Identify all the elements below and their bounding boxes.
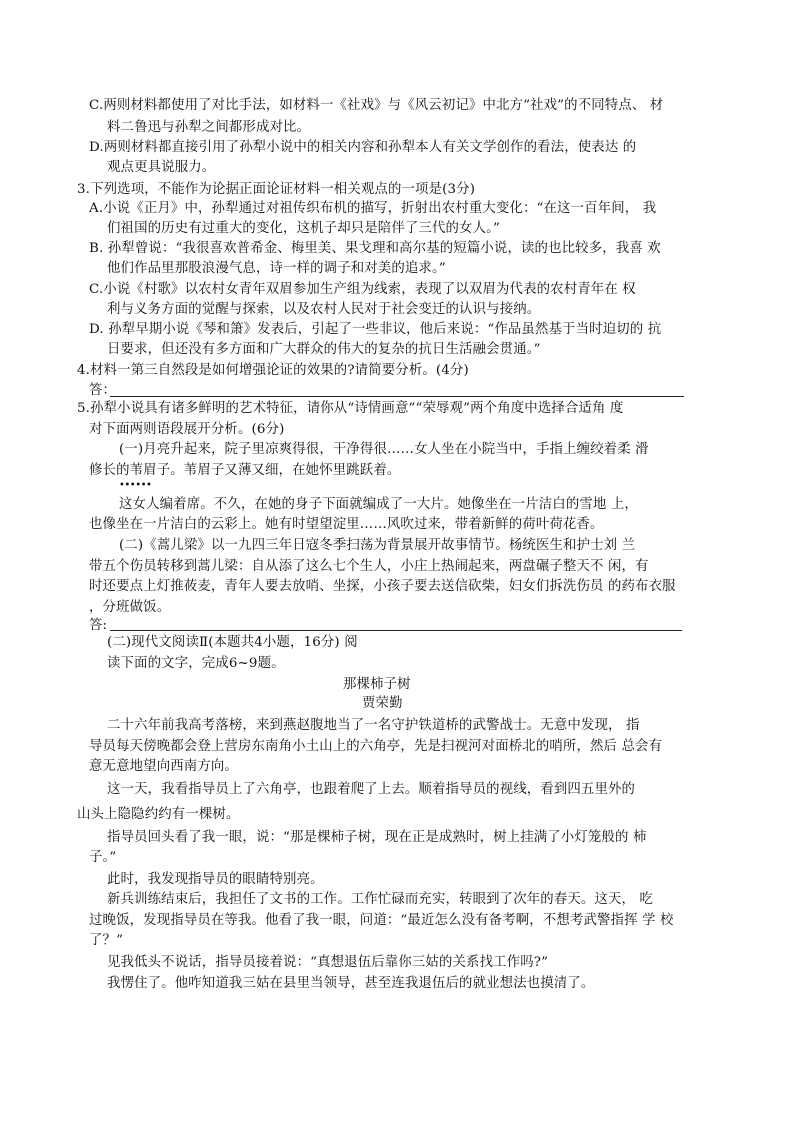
passage-1-line-1: (一)月亮升起来，院子里凉爽得很，干净得很……女人坐在小院当中，手指上缠绞着柔 滑: [119, 442, 649, 457]
article-p5-line-3: 了？”: [89, 933, 124, 948]
option-c-line-1: C.两则材料都使用了对比手法，如材料一《社戏》与《风云初记》中北方“社戏”的不同特点、 材: [89, 98, 664, 113]
passage-2-line-3: 时还要点上灯推莜麦，青年人要去放哨、坐探，小孩子要去送信砍柴，妇女们拆洗伤员 的药布衣服: [89, 579, 676, 594]
passage-2-line-1: (二)《蒿儿梁》以一九四三年日寇冬季扫荡为背景展开故事情节。杨统医生和护士刘 兰: [119, 538, 636, 553]
article-p7: 我愣住了。他咋知道我三姑在县里当领导，甚至连我退伍后的就业想法也摸清了。: [107, 976, 595, 991]
passage-2-line-4: ，分班做饭。: [89, 600, 171, 615]
question-3-stem: 3.下列选项，不能作为论据正面论证材料一相关观点的一项是(3分): [77, 182, 476, 197]
article-title: 那棵柿子树: [343, 677, 411, 692]
article-p2-line-2: 山头上隐隐约约有一棵树。: [77, 807, 240, 822]
question-5-stem-line-1: 5.孙犁小说具有诸多鲜明的艺术特征，请你从“诗情画意”“荣辱观”两个角度中选择合适角 度: [77, 401, 624, 416]
q3-option-c-line-1: C.小说《村歌》以农村女青年双眉参加生产组为线索，表现了以双眉为代表的农村青年在 权: [89, 282, 636, 297]
article-p4: 此时，我发现指导员的眼睛特别亮。: [107, 872, 324, 887]
option-d-line-2: 观点更具说服力。: [107, 160, 216, 175]
passage-1-line-3: 这女人编着席。不久，在她的身子下面就编成了一大片。她像坐在一片洁白的雪地 上，: [119, 497, 638, 512]
q3-option-c-line-2: 利与义务方面的觉醒与探索，以及农村人民对于社会变迁的认识与接纳。: [107, 302, 541, 317]
ellipsis-dots: ••••••: [119, 480, 152, 491]
q3-option-b-line-2: 他们作品里那股浪漫气息，诗一样的调子和对美的追求。”: [107, 261, 446, 276]
q3-option-a-line-2: 们祖国的历史有过重大的变化，这机子却只是陪伴了三代的女人。”: [107, 221, 500, 236]
article-p1-line-2: 导员每天傍晚都会登上营房东南角小土山上的六角亭，先是扫视河对面桥北的哨所，然后 总会有: [89, 739, 663, 754]
answer-4-line[interactable]: [110, 396, 684, 397]
article-p3-line-2: 子。”: [89, 850, 117, 865]
answer-5-label: 答:: [89, 618, 108, 633]
article-p3-line-1: 指导员回头看了我一眼，说：“那是棵柿子树，现在正是成熟时，树上挂满了小灯笼般的 柿: [107, 830, 647, 845]
question-5-stem-line-2: 对下面两则语段展开分析。(6分): [89, 422, 285, 437]
answer-4-label: 答：: [89, 383, 117, 398]
option-d-line-1: D.两则材料都直接引用了孙犁小说中的相关内容和孙犁本人有关文学创作的看法，使表达 的: [89, 140, 637, 155]
section-heading-line-1: (二)现代文阅读Ⅱ(本题共4小题，16分) 阅: [107, 635, 358, 650]
passage-1-line-4: 也像坐在一片洁白的云彩上。她有时望望淀里……风吹过来，带着新鲜的荷叶荷花香。: [89, 517, 604, 532]
q3-option-d-line-1: D. 孙犁早期小说《琴和箫》发表后，引起了一些非议，他后来说：“作品虽然基于当时迫切的 抗: [89, 322, 662, 337]
q3-option-d-line-2: 日要求，但还没有多方面和广大群众的伟大的复杂的抗日生活融会贯通。”: [107, 342, 541, 357]
article-p1-line-3: 意无意地望向西南方向。: [89, 759, 238, 774]
question-4-stem: 4.材料一第三自然段是如何增强论证的效果的?请简要分析。(4分): [77, 363, 469, 378]
article-author: 贾荣勤: [362, 696, 403, 711]
q3-option-b-line-1: B. 孙犁曾说：“我很喜欢普希金、梅里美、果戈理和高尔基的短篇小说，读的也比较多，我喜 欢: [89, 241, 661, 256]
article-p6: 见我低头不说话，指导员接着说：“真想退伍后靠你三姑的关系找工作吗?”: [107, 955, 549, 970]
passage-2-line-2: 带五个伤员转移到蒿儿梁：自从添了这么七个生人，小庄上热闹起来，两盘碾子整天不 闲，有: [89, 559, 649, 574]
article-p2-line-1: 这一天，我看指导员上了六角亭，也跟着爬了上去。顺着指导员的视线，看到四五里外的: [107, 782, 636, 797]
section-heading-line-2: 读下面的文字，完成6~9题。: [107, 656, 285, 671]
article-p1-line-1: 二十六年前我高考落榜，来到燕赵腹地当了一名守护铁道桥的武警战士。无意中发现， 指: [107, 718, 640, 733]
option-c-line-2: 料二鲁迅与孙犁之间都形成对比。: [107, 120, 311, 135]
answer-5-line[interactable]: [110, 630, 682, 631]
passage-1-line-2: 修长的苇眉子。苇眉子又薄又细，在她怀里跳跃着。: [89, 463, 401, 478]
article-p5-line-1: 新兵训练结束后，我担任了文书的工作。工作忙碌而充实，转眼到了次年的春天。这天， 吃: [107, 892, 654, 907]
q3-option-a-line-1: A.小说《正月》中，孙犁通过对祖传织布机的描写，折射出农村重大变化：“在这一百年间， 我: [89, 201, 657, 216]
article-p5-line-2: 过晚饭，发现指导员在等我。他看了我一眼，问道：“最近怎么没有备考啊，不想考武警指挥 学 校: [89, 913, 674, 928]
